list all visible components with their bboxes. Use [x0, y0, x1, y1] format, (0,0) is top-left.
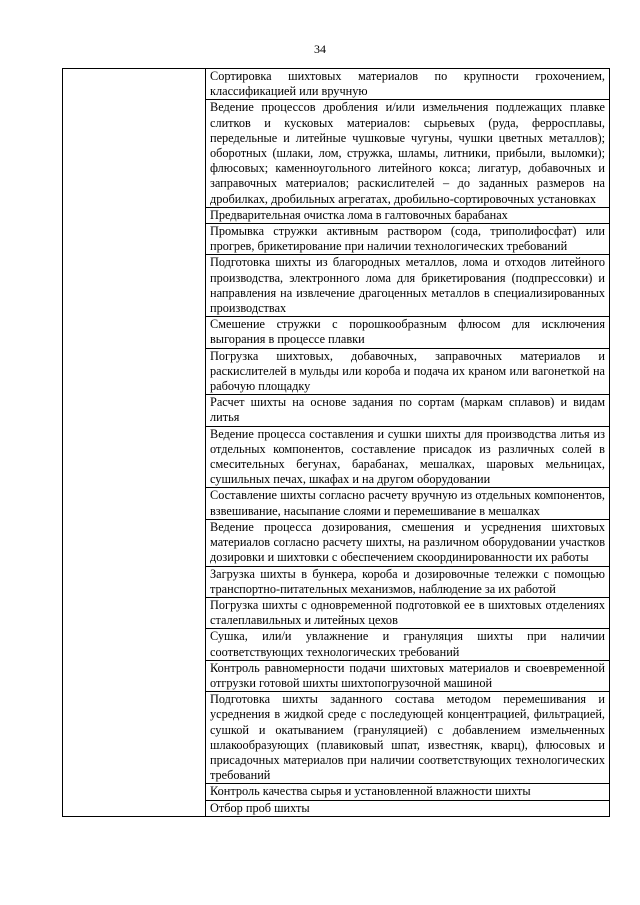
- table-cell: Подготовка шихты из благородных металлов, лома и отходов литейного производства, электронного лома для брикетирования (подпрессовки) и направления на извлечение драгоценных металлов в специализированных производствах: [206, 255, 610, 317]
- table-row: [63, 69, 610, 100]
- table-cell: Ведение процесса дозирования, смешения и усреднения шихтовых материалов согласно расчету шихты, на различном оборудовании участков дозировки и шихтовки с обеспечением скоординированности их работы: [206, 519, 610, 566]
- table-cell: Составление шихты согласно расчету вручную из отдельных компонентов, взвешивание, насыпание слоями и перемешивание в мешалках: [206, 488, 610, 519]
- table-cell: Погрузка шихты с одновременной подготовкой ее в шихтовых отделениях сталеплавильных и литейных цехов: [206, 597, 610, 628]
- table-cell: Подготовка шихты заданного состава методом перемешивания и усреднения в жидкой среде с последующей концентрацией, фильтрацией, сушкой и окатыванием (грануляцией) с добавлением измельченных шлакообразующих (плавиковый шпат, известняк, кварц), флюсовых и присадочных материалов при наличии соответствующих технологических требований: [206, 692, 610, 784]
- table-cell: Сушка, или/и увлажнение и грануляция шихты при наличии соответствующих технологических требований: [206, 629, 610, 660]
- left-column-cell: [63, 69, 206, 817]
- table-cell: Контроль качества сырья и установленной влажности шихты: [206, 784, 610, 800]
- table-cell: Ведение процесса составления и сушки шихты для производства литья из отдельных компонентов, составление присадок из различных солей в смесительных бегунах, барабанах, мешалках, шаровых мельницах, сушильных печах, шкафах и на другом оборудовании: [206, 426, 610, 488]
- table-cell: Контроль равномерности подачи шихтовых материалов и своевременной отгрузки готовой шихты шихтопогрузочной машиной: [206, 660, 610, 691]
- functions-table: [62, 68, 610, 817]
- table-cell: Смешение стружки с порошкообразным флюсом для исключения выгорания в процессе плавки: [206, 317, 610, 348]
- table-cell: Погрузка шихтовых, добавочных, заправочных материалов и раскислителей в мульды или короба и подача их краном или вагонеткой на рабочую площадку: [206, 348, 610, 395]
- table-cell: Сортировка шихтовых материалов по крупности грохочением, классификацией или вручную: [206, 69, 610, 100]
- table-cell: Загрузка шихты в бункера, короба и дозировочные тележки с помощью транспортно-питательных механизмов, наблюдение за их работой: [206, 566, 610, 597]
- table-cell: Промывка стружки активным раствором (сода, триполифосфат) или прогрев, брикетирование при наличии технологических требований: [206, 224, 610, 255]
- table-cell: Предварительная очистка лома в галтовочных барабанах: [206, 207, 610, 223]
- table-cell: Расчет шихты на основе задания по сортам (маркам сплавов) и видам литья: [206, 395, 610, 426]
- table-cell: Отбор проб шихты: [206, 800, 610, 816]
- table-cell: Ведение процессов дробления и/или измельчения подлежащих плавке слитков и кусковых материалов: сырьевых (руда, ферросплавы, передельные и литейные чушковые чугуны, чушки цветных металлов); оборотных (шлаки, лом, стружка, шламы, литники, прибыли, выломки); флюсовых; каменноугольного литейного кокса; лигатур, добавочных и заправочных материалов; раскислителей – до заданных размеров на дробилках, дробильных агрегатах, дробильно-сортировочных установках: [206, 100, 610, 207]
- page-number: 34: [314, 42, 326, 56]
